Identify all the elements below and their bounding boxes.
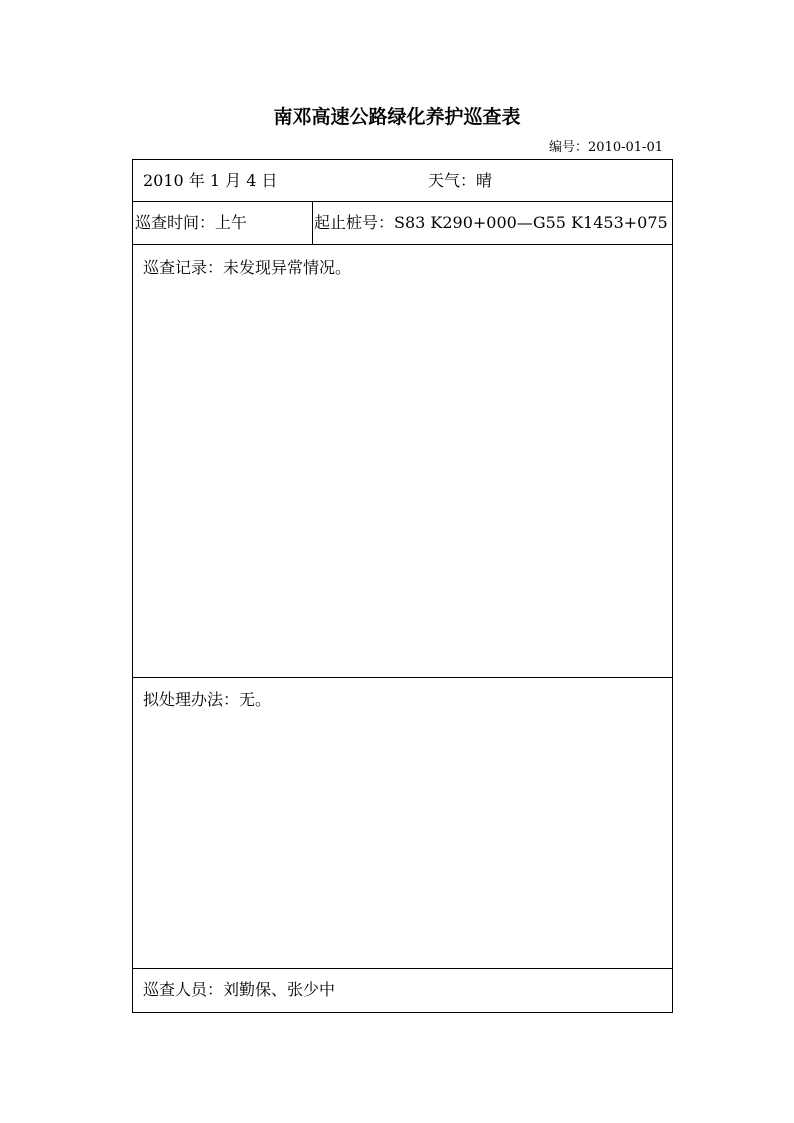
handling-plan: 拟处理办法：无。: [143, 690, 272, 709]
serial-number: 编号：2010-01-01: [549, 140, 663, 155]
inspection-record: 巡查记录：未发现异常情况。: [143, 258, 352, 277]
inspectors: 巡查人员：刘勤保、张少中: [143, 980, 336, 999]
inspection-form-table: [132, 159, 673, 1013]
station-range: 起止桩号：S83 K290+000—G55 K1453+075: [314, 213, 668, 232]
inspection-time: 巡查时间：上午: [135, 213, 248, 232]
inspectors-row: [133, 969, 672, 1012]
document-title: 南邓高速公路绿化养护巡查表: [273, 106, 521, 128]
inspection-time-cell: [133, 202, 313, 244]
date-weather-row: [133, 160, 672, 202]
inspection-record-section: [133, 245, 672, 678]
handling-plan-section: [133, 678, 672, 969]
time-station-row: [133, 202, 672, 245]
inspection-date: 2010 年 1 月 4 日: [143, 171, 278, 190]
weather-field: 天气：晴: [428, 171, 493, 190]
